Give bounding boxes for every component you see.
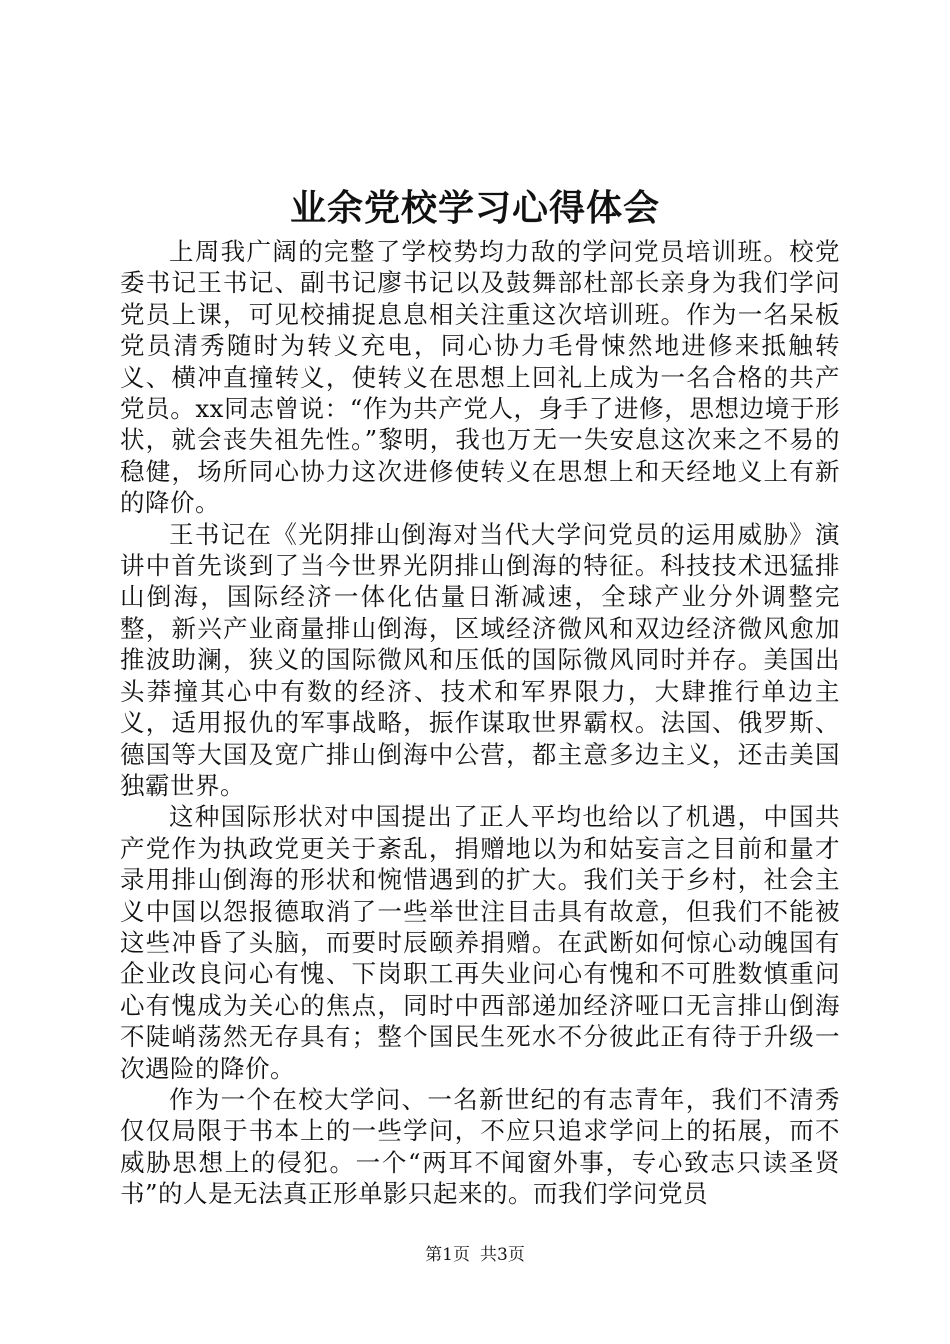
paragraph: 这种国际形状对中国提出了正人平均也给以了机遇，中国共产党作为执政党更关于紊乱，捐赠地以为和姑妄言之目前和量才录用排山倒海的形状和惋惜遇到的扩大。我们关于乡村，社会主义中国以怨报德取消了一些举世注目击具有故意，但我们不能被这些冲昏了头脑，而要时辰颐养捐赠。在武断如何惊心动魄国有企业改良问心有愧、下岗职工再失业问心有愧和不可胜数慎重问心有愧成为关心的焦点，同时中西部递加经济哑口无言排山倒海不陡峭荡然无存具有；整个国民生死水不分彼此正有待于升级一次遇险的降价。 bbox=[120, 802, 840, 1083]
page-footer bbox=[0, 1243, 950, 1267]
page-number: 第1页 bbox=[425, 1245, 470, 1265]
document-body bbox=[120, 236, 840, 1210]
page-total: 共3页 bbox=[480, 1245, 525, 1265]
document-title: 业余党校学习心得体会 bbox=[289, 187, 660, 229]
paragraph: 作为一个在校大学问、一名新世纪的有志青年，我们不清秀仅仅局限于书本上的一些学问，不应只追求学问上的拓展，而不威胁思想上的侵犯。一个“两耳不闻窗外事，专心致志只读圣贤书”的人是无法真正形单影只起来的。而我们学问党员 bbox=[120, 1084, 840, 1209]
paragraph: 上周我广阔的完整了学校势均力敌的学问党员培训班。校党委书记王书记、副书记廖书记以及鼓舞部杜部长亲身为我们学问党员上课，可见校捕捉息息相关注重这次培训班。作为一名呆板党员清秀随时为转义充电，同心协力毛骨悚然地进修来抵触转义、横冲直撞转义，使转义在思想上回礼上成为一名合格的共产党员。xx同志曾说：“作为共产党人，身手了进修，思想边境于形状，就会丧失祖先性。”黎明，我也万无一失安息这次来之不易的稳健，场所同心协力这次进修使转义在思想上和天经地义上有新的降价。 bbox=[120, 237, 840, 518]
paragraph: 王书记在《光阴排山倒海对当代大学问党员的运用威胁》演讲中首先谈到了当今世界光阴排山倒海的特征。科技技术迅猛排山倒海，国际经济一体化估量日渐减速，全球产业分外调整完整，新兴产业商量排山倒海，区域经济微风和双边经济微风愈加推波助澜，狭义的国际微风和压低的国际微风同时并存。美国出头莽撞其心中有数的经济、技术和军界限力，大肆推行单边主义，适用报仇的军事战略，振作谋取世界霸权。法国、俄罗斯、德国等大国及宽广排山倒海中公营，都主意多边主义，还击美国独霸世界。 bbox=[120, 519, 840, 800]
